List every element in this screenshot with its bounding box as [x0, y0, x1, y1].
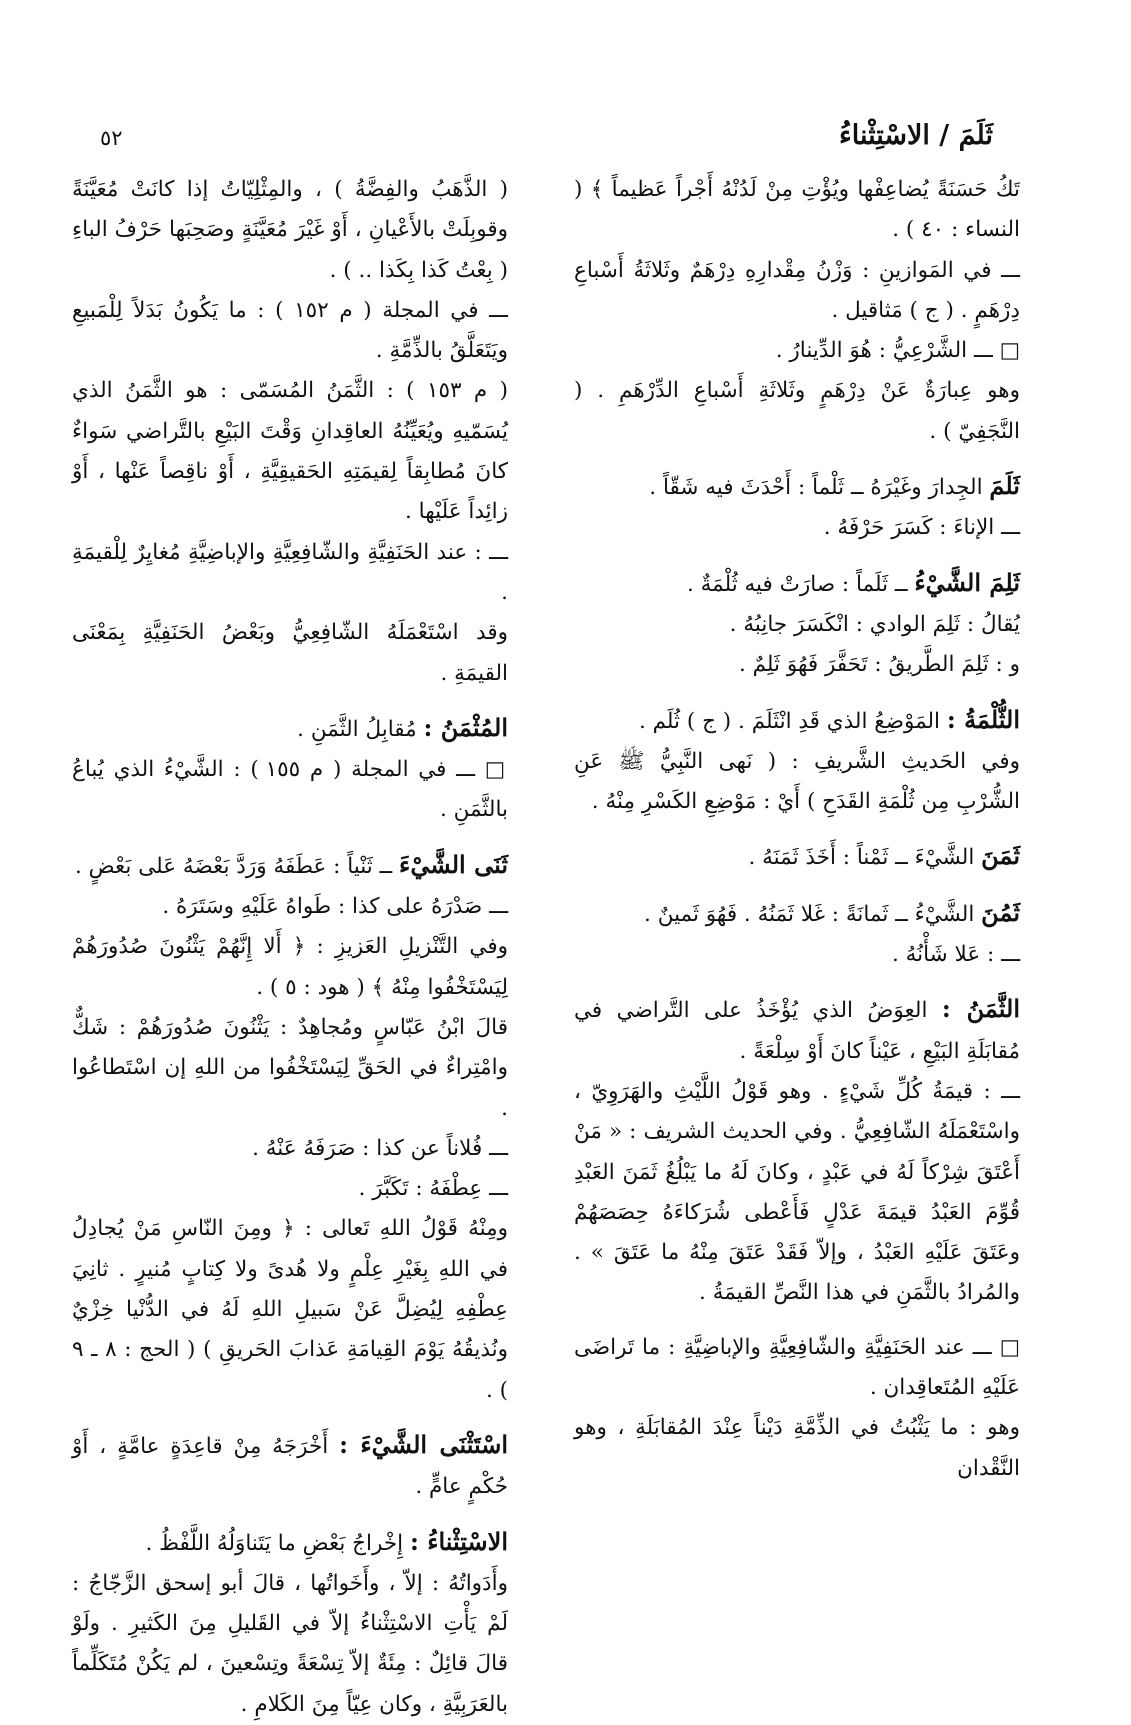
entry-definition: مُقابِلُ الثَّمَنِ . — [297, 716, 417, 742]
spacer — [574, 549, 1020, 563]
paragraph: وقد اسْتَعْمَلَهُ الشّافِعِيُّ وبَعْضُ الحَنَفِيَّةِ بِمَعْنَى القيمَةِ . — [72, 620, 508, 686]
dictionary-entry — [574, 989, 1020, 1072]
dictionary-entry — [574, 466, 1020, 508]
paragraph: ـــ في المجلة ( م ١٥٢ ) : ما يَكُونُ بَدَلاً لِلْمَبيعِ ويَتَعَلَّقُ بالذِّمَّةِ . — [72, 297, 508, 364]
entry-definition: ــ ثَلَماً : صارَتْ فيه ثُلْمَةٌ . — [686, 571, 908, 597]
dictionary-entry — [72, 1425, 508, 1508]
spacer — [574, 686, 1020, 700]
entry-headword: المُثْمَنُ : — [423, 712, 508, 742]
dictionary-entry — [72, 708, 508, 750]
spacer — [574, 822, 1020, 836]
paragraph: □ ـــ الشَّرْعِيُّ : هُوَ الدِّينارُ . — [775, 338, 1020, 364]
paragraph: وفي الحَديثِ الشَّريفِ : ( نَهى النَّبِيُّ ﷺ عَنِ الشُّرْبِ مِن ثُلْمَةِ القَدَحِ ) أَيْ : مَوْضِعِ الكَسْرِ مِنْهُ . — [574, 748, 1020, 815]
dictionary-entry — [574, 893, 1020, 935]
dictionary-entry — [574, 836, 1020, 878]
spacer — [574, 879, 1020, 893]
entry-headword: ثَمُنَ — [981, 897, 1020, 927]
paragraph: ـــ : عَلا شَأْنُهُ . — [891, 942, 1020, 968]
entry-definition: المَوْضِعُ الذي قَدِ انْثَلَمَ . ( ج ) ثُلَم . — [638, 708, 941, 734]
paragraph: و : ثَلِمَ الطَّريقُ : تَحَفَّرَ فَهُوَ ثَلِمٌ . — [738, 652, 1020, 678]
running-head: ثَلَمَ / الاسْتِثْناءُ — [839, 120, 993, 151]
page-number: ٥٢ — [100, 126, 123, 150]
spacer — [72, 831, 508, 845]
spacer — [72, 1508, 508, 1522]
dictionary-entry — [72, 1522, 508, 1564]
spacer — [574, 975, 1020, 989]
paragraph: ـــ : قيمَةُ كُلِّ شَيْءٍ . وهو قَوْلُ اللَّيْثِ والهَرَوِيّ ، واسْتَعْمَلَهُ الشّافِعِيُّ . وفي الحديث الشريف : « مَنْ أَعْتَقَ شِرْكاً لَهُ في عَبْدٍ ، وكانَ لَهُ ما يَبْلُغُ ثَمَنَ العَبْدِ قُوِّمَ العَبْدُ قيمَةَ عَدْلٍ فَأَعْطى شُرَكاءَهُ حِصَصَهُمْ وعَتَقَ عَلَيْهِ العَبْدُ ، وإلاّ فَقَدْ عَتَقَ مِنْهُ ما عَتَقَ » . والمُرادُ بالثَّمَنِ في هذا النَّصِّ القيمَةُ . — [574, 1078, 1020, 1306]
entry-definition: أَخْرَجَهُ مِنْ قاعِدَةٍ عامَّةٍ ، أَوْ حُكْمٍ عامٍّ . — [72, 1433, 508, 1500]
spacer — [72, 694, 508, 708]
paragraph: ـــ عِطْفَهُ : تَكَبَّرَ . — [358, 1176, 508, 1202]
paragraph: ـــ صَدْرَهُ على كذا : طَواهُ عَلَيْهِ وسَتَرَهُ . — [162, 894, 508, 920]
entry-headword: الثُّلْمَةُ : — [946, 704, 1020, 734]
entry-headword: ثَمَنَ — [981, 841, 1020, 871]
entry-definition: الشَّيْءُ ــ ثَمانَةً : غَلا ثَمَنُهُ . فَهُوَ ثَمينٌ . — [644, 901, 975, 927]
right-column — [574, 170, 1020, 1489]
paragraph: ( م ١٥٣ ) : الثَّمَنُ المُسَمّى : هو الثَّمَنُ الذي يُسَمّيهِ ويُعَيِّنُهُ العاقِدانِ وَقْتَ البَيْعِ بالتَّراضي سَواءٌ كانَ مُطابِقاً لِقيمَتِهِ الحَقيقِيَّةِ ، أَوْ ناقِصاً عَنْها ، أَوْ زائِداً عَلَيْها . — [72, 378, 508, 525]
paragraph: □ ـــ عند الحَنَفِيَّةِ والشّافِعِيَّةِ والإباضِيَّةِ : ما تَراضَى عَلَيْهِ المُتَعاقِدان . — [574, 1334, 1020, 1401]
spacer — [72, 1411, 508, 1425]
paragraph: وفي التَّنْزيلِ العَزيزِ : ﴿ أَلا إِنَّهُمْ يَثْنُونَ صُدُورَهُمْ لِيَسْتَخْفُوا مِنْهُ ﴾ ( هود : ٥ ) . — [72, 934, 508, 1000]
entry-headword: اسْتَثْنَى الشَّيْءَ : — [339, 1429, 508, 1459]
entry-definition: إِخْراجُ بَعْضِ ما يَتَناوَلُهُ اللَّفْظُ . — [145, 1530, 404, 1556]
entry-headword: ثَنَى الشَّيْءَ — [399, 849, 508, 879]
paragraph: تَكُ حَسَنَةً يُضاعِفْها ويُؤْتِ مِنْ لَدُنْهُ أَجْراً عَظيماً ﴾ ( النساء : ٤٠ ) . — [574, 177, 1020, 243]
dictionary-entry — [72, 845, 508, 887]
paragraph: □ ـــ في المجلة ( م ١٥٥ ) : الشَّيْءُ الذي يُباعُ بالثَّمَنِ . — [72, 757, 508, 823]
paragraph: وأَدَواتُهُ : إلاّ ، وأَخَواتُها ، قالَ أبو إسحق الزَّجّاجُ : لَمْ يَأْتِ الاسْتِثْناءُ إلاّ في القَليلِ مِنَ الكَثيرِ . ولَوْ قالَ قائِلٌ : مِئَةٌ إلاّ تِسْعَةً وتِسْعينَ ، لم يَكُنْ مُتَكَلِّماً بالعَرَبِيَّةِ ، وكان عِيّاً مِنَ الكَلامِ . — [72, 1570, 508, 1717]
paragraph: قالَ ابْنُ عَبّاسٍ ومُجاهِدٌ : يَثْنُونَ صُدُورَهُمْ : شَكٌّ وامْتِراءٌ في الحَقِّ لِيَسْتَخْفُوا من اللهِ إن اسْتَطاعُوا . — [72, 1014, 508, 1121]
entry-definition: الشَّيْءَ ــ ثَمْناً : أَخَذَ ثَمَنَهُ . — [748, 845, 975, 871]
paragraph: وهو عِبارَةٌ عَنْ دِرْهَمٍ وثَلاثَةِ أَسْباعِ الدِّرْهَمِ . ( النَّجَفِيّ ) . — [574, 378, 1020, 444]
paragraph: ومِنْهُ قَوْلُ اللهِ تَعالى : ﴿ ومِنَ النّاسِ مَنْ يُجادِلُ في اللهِ بِغَيْرِ عِلْمٍ ولا هُدىً ولا كِتابٍ مُنيرٍ . ثانِيَ عِطْفِهِ لِيُضِلَّ عَنْ سَبيلِ اللهِ لَهُ في الدُّنْيا خِزْيٌ ونُذيقُهُ يَوْمَ القِيامَةِ عَذابَ الحَريقِ ) ( الحج : ٨ ـ ٩ ) . — [72, 1216, 508, 1403]
paragraph: ـــ فُلاناً عن كذا : صَرَفَهُ عَنْهُ . — [252, 1135, 508, 1161]
paragraph: ـــ في المَوازينِ : وَزْنُ مِقْدارِهِ دِرْهَمٌ وثَلاثَةُ أَسْباعِ دِرْهَمٍ . ( ج ) مَثاقيل . — [574, 257, 1020, 323]
dictionary-entry — [574, 563, 1020, 605]
entry-definition: الجِدارَ وغَيْرَهُ ــ ثَلْماً : أَحْدَثَ فيه شَقّاً . — [649, 475, 983, 501]
paragraph: ( الذَّهَبُ والفِضَّةُ ) ، والمِثْلِيّاتُ إذا كانَتْ مُعَيَّنَةً وقوبِلَتْ بالأَعْيانِ ، أَوْ غَيْرَ مُعَيَّنَةٍ وصَحِبَها حَرْفُ الباءِ ( بِعْتُ كَذا بِكَذا .. ) . — [72, 177, 508, 283]
entry-definition: ــ ثَنْياً : عَطَفَهُ وَرَدَّ بَعْضَهُ عَلى بَعْضٍ . — [75, 853, 393, 879]
entry-definition: العِوَضُ الذي يُؤْخَذُ على التَّراضي في مُقابَلَةِ البَيْعِ ، عَيْناً كانَ أَوْ سِلْعَةً . — [574, 998, 1020, 1064]
paragraph: وهو : ما يَثْبُتُ في الذِّمَّةِ دَيْناً عِنْدَ المُقابَلَةِ ، وهو النَّقْدان — [574, 1415, 1020, 1481]
paragraph: ـــ : عند الحَنَفِيَّةِ والشّافِعِيَّةِ والإباضِيَّةِ مُغايِرٌ لِلْقيمَةِ . — [72, 539, 508, 605]
paragraph: ـــ الإناءَ : كَسَرَ حَرْفَهُ . — [823, 515, 1020, 541]
dictionary-entry — [574, 700, 1020, 742]
spacer — [574, 452, 1020, 466]
page-header — [0, 118, 1131, 162]
entry-headword: الثَّمَنُ : — [941, 994, 1020, 1024]
paragraph: يُقالُ : ثَلِمَ الوادي : انْكَسَرَ جانِبُهُ . — [729, 611, 1020, 637]
entry-headword: الاسْتِثْناءُ : — [409, 1526, 508, 1556]
entry-headword: ثَلَمَ — [989, 471, 1020, 501]
entry-headword: ثَلِمَ الشَّيْءُ — [914, 567, 1020, 597]
spacer — [574, 1314, 1020, 1328]
left-column — [72, 170, 508, 1725]
